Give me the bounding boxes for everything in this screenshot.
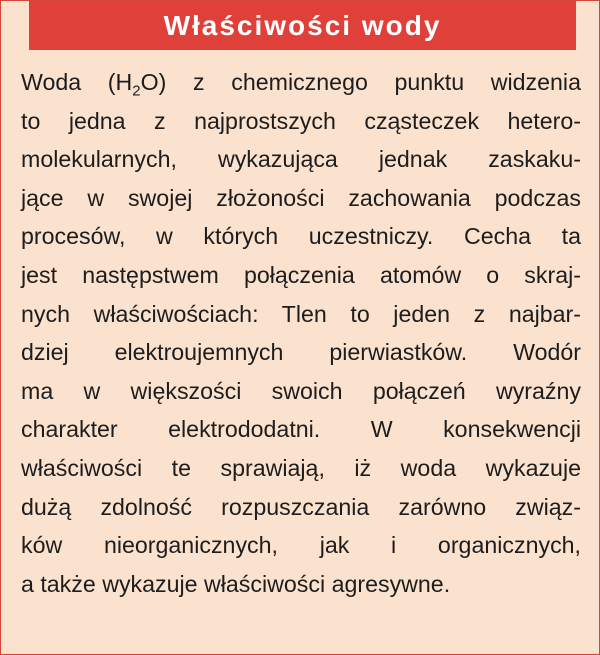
text-line: to jedna z najprostszych cząsteczek hetero- — [21, 107, 581, 134]
text-line: jest następstwem połączenia atomów o skraj- — [21, 261, 581, 288]
text-line: molekularnych, wykazująca jednak zaskaku- — [21, 146, 581, 173]
text-line: dużą zdolność rozpuszczania zarówno związ- — [21, 493, 581, 520]
text-line: jące w swojej złożoności zachowania podczas — [21, 184, 581, 211]
text-line: nych właściwościach: Tlen to jeden z najbar- — [21, 300, 581, 327]
text-line: właściwości te sprawiają, iż woda wykazuje — [21, 454, 581, 481]
text-line: dziej elektroujemnych pierwiastków. Wodór — [21, 339, 581, 366]
text-line: a także wykazuje właściwości agresywne. — [21, 570, 451, 597]
body-paragraph — [21, 63, 581, 603]
title-bar — [29, 1, 576, 50]
subscript: 2 — [132, 82, 141, 100]
box-title: Właściwości wody — [163, 9, 442, 41]
text-line: charakter elektrododatni. W konsekwencji — [21, 416, 581, 443]
text-line: ków nieorganicznych, jak i organicznych, — [21, 532, 581, 559]
text-line: procesów, w których uczestniczy. Cecha ta — [21, 223, 581, 250]
text-line: ma w większości swoich połączeń wyraźny — [21, 377, 581, 404]
text-line: Woda $(H_2O)$ z chemicznego punktu widzenia — [21, 69, 581, 100]
